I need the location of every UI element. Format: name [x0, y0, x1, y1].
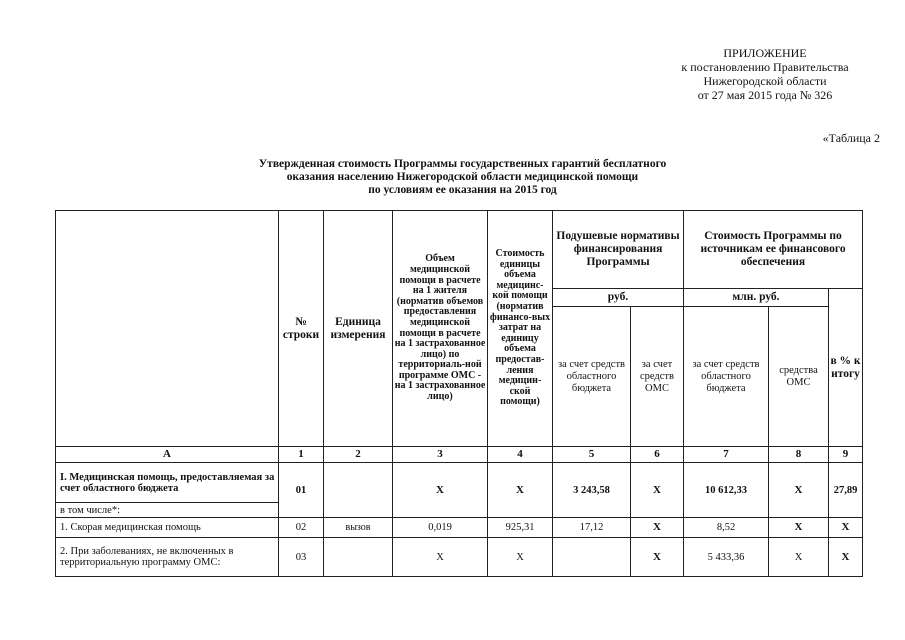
header-unit-cost: Стоимость единицы объема медицинс-кой помощи (норматив финансо-вых затрат на единицу объема предостав-ления медицин-ской помощи) [488, 211, 553, 447]
table-label: «Таблица 2 [822, 131, 880, 145]
row-cost-oms: Х [769, 518, 829, 538]
row-unit-cost: Х [488, 463, 553, 518]
header-pc-regional-budget: за счет средств областного бюджета [553, 307, 631, 447]
document-title-line-2: оказания населению Нижегородской области медицинской помощи [286, 171, 639, 183]
table-row [56, 463, 863, 503]
header-cost-regional-budget: за счет средств областного бюджета [684, 307, 769, 447]
header-row-1 [56, 211, 863, 289]
row-name: 1. Скорая медицинская помощь [56, 518, 279, 538]
row-volume: Х [393, 463, 488, 518]
row-unit-cost: 925,31 [488, 518, 553, 538]
header-per-capita: Подушевые нормативы финансирования Программы [553, 211, 684, 289]
appendix-line-1: к постановлению Правительства [681, 60, 849, 74]
row-unit [324, 538, 393, 577]
row-volume: Х [393, 538, 488, 577]
appendix-block [640, 46, 890, 102]
row-cost-budget: 8,52 [684, 518, 769, 538]
row-pc-oms: Х [631, 538, 684, 577]
column-number-row [56, 447, 863, 463]
row-name: I. Медицинская помощь, предоставляемая за счет областного бюджета [56, 463, 279, 503]
column-number: 7 [684, 447, 769, 463]
row-pc-oms: Х [631, 518, 684, 538]
document-title-line-3: по условиям ее оказания на 2015 год [368, 184, 557, 196]
row-percent: Х [829, 538, 863, 577]
header-unit: Единица измерения [324, 211, 393, 447]
column-number: 1 [279, 447, 324, 463]
header-program-cost: Стоимость Программы по источникам ее финансового обеспечения [684, 211, 863, 289]
appendix-line-2: Нижегородской области [703, 74, 827, 88]
header-name-cell [56, 211, 279, 447]
header-row-number: № строки [279, 211, 324, 447]
header-cost-oms: средства ОМС [769, 307, 829, 447]
row-cost-oms: Х [769, 538, 829, 577]
column-number: 4 [488, 447, 553, 463]
row-line-number: 02 [279, 518, 324, 538]
row-volume: 0,019 [393, 518, 488, 538]
column-number: А [56, 447, 279, 463]
column-number: 6 [631, 447, 684, 463]
column-number: 5 [553, 447, 631, 463]
row-percent: Х [829, 518, 863, 538]
document-title-line-1: Утвержденная стоимость Программы государственных гарантий бесплатного [258, 158, 667, 170]
row-cost-budget: 10 612,33 [684, 463, 769, 518]
header-pc-oms: за счет средств ОМС [631, 307, 684, 447]
row-pc-oms: Х [631, 463, 684, 518]
row-line-number: 03 [279, 538, 324, 577]
table-row [56, 518, 863, 538]
column-number: 9 [829, 447, 863, 463]
row-cost-oms: Х [769, 463, 829, 518]
row-unit: вызов [324, 518, 393, 538]
row-including-note: в том числе*: [56, 503, 279, 518]
row-unit [324, 463, 393, 518]
header-rub: руб. [553, 289, 684, 307]
column-number: 8 [769, 447, 829, 463]
document-title [200, 158, 725, 197]
appendix-title: ПРИЛОЖЕНИЕ [723, 46, 807, 60]
header-volume: Объем медицинской помощи в расчете на 1 жителя (норматив объемов предоставления медицинской помощи в расчете на 1 застрахованное лицо) по территориаль-ной программе ОМС - на 1 застрахованное лицо) [393, 211, 488, 447]
table-row [56, 538, 863, 577]
row-pc-budget: 17,12 [553, 518, 631, 538]
row-unit-cost: Х [488, 538, 553, 577]
header-percent-total: в % к итогу [829, 289, 863, 447]
column-number: 3 [393, 447, 488, 463]
row-percent: 27,89 [829, 463, 863, 518]
row-pc-budget: 3 243,58 [553, 463, 631, 518]
column-number: 2 [324, 447, 393, 463]
row-line-number: 01 [279, 463, 324, 518]
header-mln-rub: млн. руб. [684, 289, 829, 307]
appendix-line-3: от 27 мая 2015 года № 326 [697, 88, 833, 102]
row-pc-budget [553, 538, 631, 577]
program-cost-table [55, 210, 863, 577]
row-cost-budget: 5 433,36 [684, 538, 769, 577]
row-name: 2. При заболеваниях, не включенных в территориальную программу ОМС: [56, 538, 279, 577]
